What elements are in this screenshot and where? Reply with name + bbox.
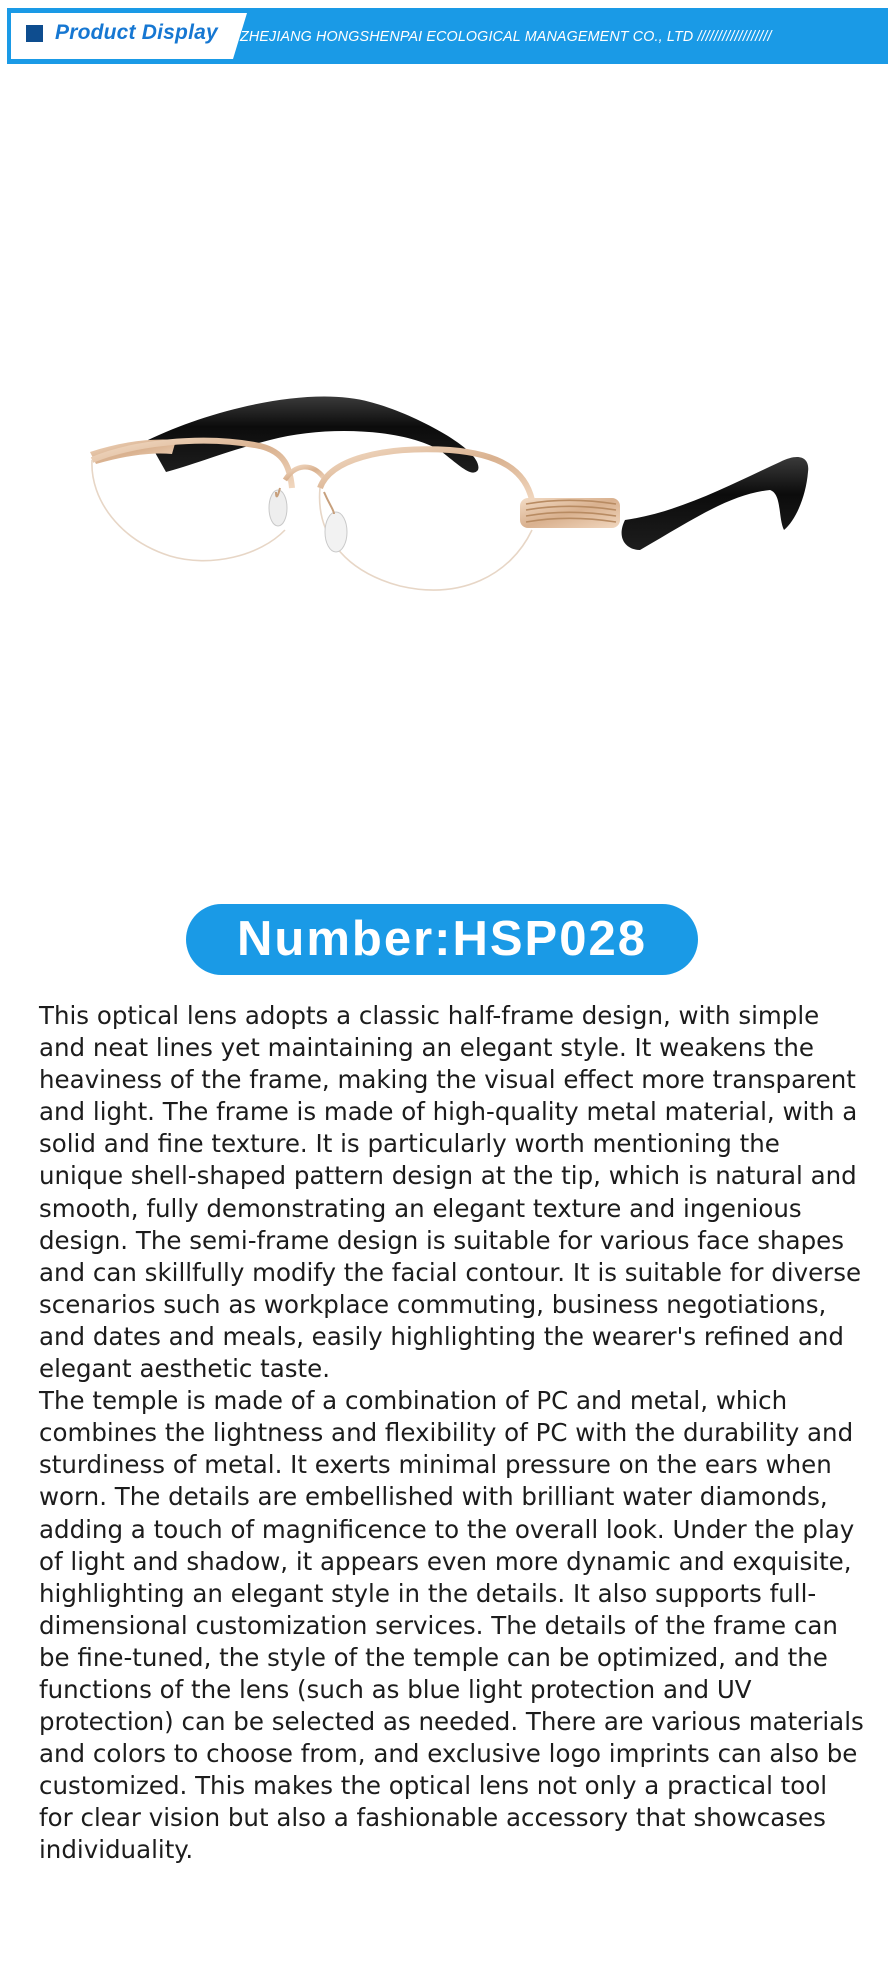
header-company (240, 29, 772, 45)
hinge-icon (520, 498, 620, 528)
description-paragraph: This optical lens adopts a classic half-frame design, with simple and neat lines yet maintaining an elegant style. It weakens the heaviness of the frame, making the visual effect more transparent and light. The frame is made of high-quality metal material, with a solid and fine texture. It is particularly worth mentioning the unique shell-shaped pattern design at the tip, which is natural and smooth, fully demonstrating an elegant texture and ingenious design. The semi-frame design is suitable for various face shapes and can skillfully modify the facial contour. It is suitable for diverse scenarios such as workplace commuting, business negotiations, and dates and meals, easily highlighting the wearer's refined and elegant aesthetic taste. (39, 1001, 862, 1384)
description-paragraph: The temple is made of a combination of PC and metal, which combines the lightness and flexibility of PC with the durability and sturdiness of metal. It exerts minimal pressure on the ears when worn. The details are embellished with brilliant water diamonds, adding a touch of magnificence to the overall look. Under the play of light and shadow, it appears even more dynamic and exquisite, highlighting an elegant style in the details. It also supports full-dimensional customization services. The details of the frame can be fine-tuned, the style of the temple can be optimized, and the functions of the lens (such as blue light protection and UV protection) can be selected as needed. There are various materials and colors to choose from, and exclusive logo imprints can also be customized. This makes the optical lens not only a practical tool for clear vision but also a fashionable accessory that showcases individuality. (39, 1386, 864, 1865)
product-description (39, 1000, 867, 1867)
company-name: ZHEJIANG HONGSHENPAI ECOLOGICAL MANAGEMENT CO., LTD (240, 29, 694, 45)
header-square-icon (26, 25, 43, 42)
header-slashes: ////////////////// (697, 29, 772, 45)
section-header (7, 8, 888, 64)
eyeglasses-icon (80, 380, 820, 640)
header-title: Product Display (55, 21, 218, 44)
product-number-badge: Number:HSP028 (186, 904, 698, 975)
